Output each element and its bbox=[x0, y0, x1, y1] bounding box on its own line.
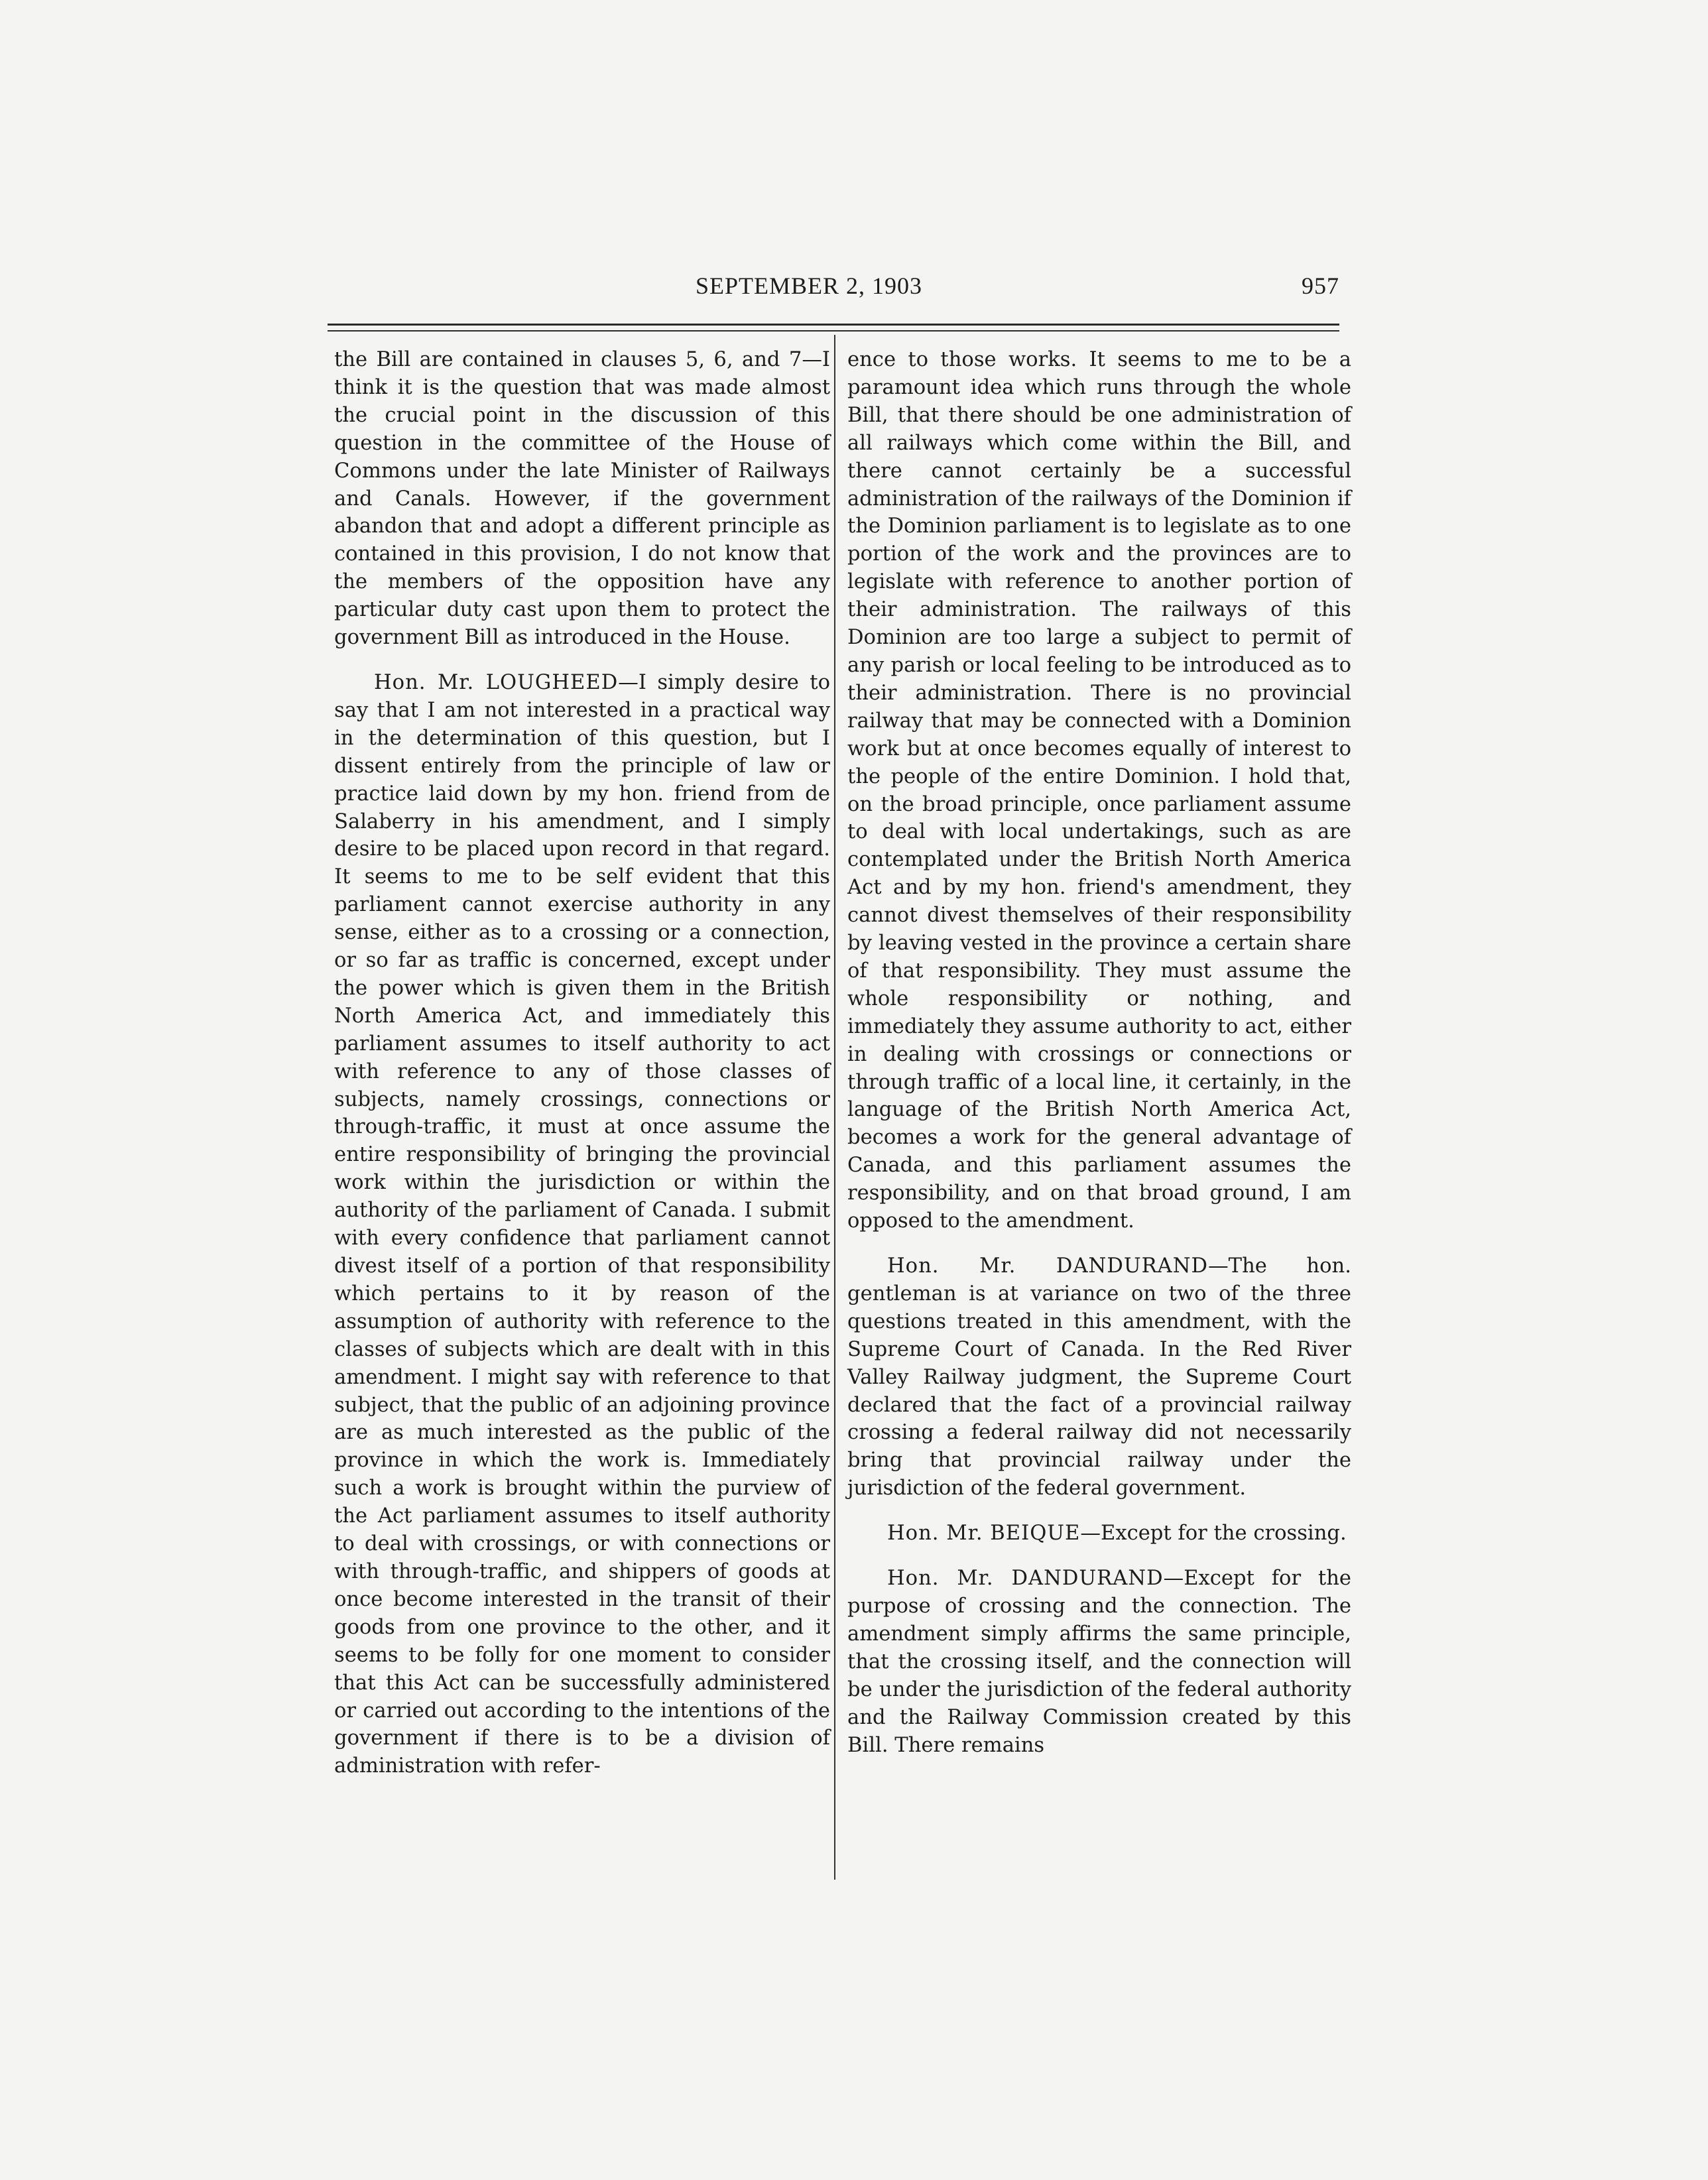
header-rule-top bbox=[328, 324, 1339, 326]
speaker-name: Hon. Mr. DANDURAND bbox=[887, 1567, 1164, 1591]
speaker-name: Hon. Mr. DANDURAND bbox=[887, 1254, 1209, 1278]
page-header bbox=[328, 268, 1339, 308]
right-paragraph-4 bbox=[847, 1565, 1351, 1759]
left-column bbox=[334, 346, 830, 1780]
column-divider bbox=[834, 335, 835, 1880]
right-paragraph-3 bbox=[847, 1520, 1351, 1547]
speaker-name: Hon. Mr. LOUGHEED bbox=[374, 670, 619, 694]
left-paragraph-2 bbox=[334, 669, 830, 1780]
speech-text: —Except for the purpose of crossing and the connection. The amendment simply affirms the same principle, that the crossing itself, and the connection will be under the jurisdiction of the federal authority and the Railway Commission created by this Bill. There remains bbox=[847, 1567, 1351, 1757]
speech-text: —Except for the crossing. bbox=[1080, 1522, 1347, 1545]
header-rule-bottom bbox=[328, 330, 1339, 332]
speech-text: —The hon. gentleman is at variance on two of the three questions treated in this amendment, with the Supreme Court of Canada. In the Red River Valley Railway judgment, the Supreme Court declared that the fact of a provincial railway crossing a federal railway did not necessarily bring that provincial railway under the jurisdiction of the federal government. bbox=[847, 1254, 1351, 1500]
right-paragraph-1: ence to those works. It seems to me to be a paramount idea which runs through the whole Bill, that there should be one administration of all railways which come within the Bill, and there cannot certainly be a successful administration of the railways of the Dominion if the Dominion parliament is to legislate as to one portion of the work and the provinces are to legislate with reference to another portion of their administration. The railways of this Dominion are too large a subject to permit of any parish or local feeling to be introduced as to their administration. There is no provincial railway that may be connected with a Dominion work but at once becomes equally of interest to the people of the entire Dominion. I hold that, on the broad principle, once parliament assume to deal with local undertakings, such as are contemplated under the British North America Act and by my hon. friend's amendment, they cannot divest themselves of their responsibility by leaving vested in the province a certain share of that responsibility. They must assume the whole responsibility or nothing, and immediately they assume authority to act, either in dealing with crossings or connections or through traffic of a local line, it certainly, in the language of the British North America Act, becomes a work for the general advantage of Canada, and this parliament assumes the responsibility, and on that broad ground, I am opposed to the amendment. bbox=[847, 348, 1351, 1233]
speaker-name: Hon. Mr. BEIQUE bbox=[887, 1522, 1081, 1545]
page-date: SEPTEMBER 2, 1903 bbox=[696, 272, 923, 299]
page-number: 957 bbox=[1302, 272, 1339, 299]
speech-text: —I simply desire to say that I am not interested in a practical way in the determination of this question, but I dissent entirely from the principle of law or practice laid down by my hon. friend from de Salaberry in his amendment, and I simply desire to be placed upon record in that regard. It seems to me to be self evident that this parliament cannot exercise authority in any sense, either as to a crossing or a connection, or so far as traffic is concerned, except under the power which is given them in the British North America Act, and immediately this parliament assumes to itself authority to act with reference to any of those classes of subjects, namely crossings, connections or through-traffic, it must at once assume the entire responsibility of bringing the provincial work within the jurisdiction or within the authority of the parliament of Canada. I submit with every confidence that parliament cannot divest itself of a portion of that responsibility which pertains to it by reason of the assumption of authority with reference to the classes of subjects which are dealt with in this amendment. I might say with reference to that subject, that the public of an adjoining province are as much interested as the public of the province in which the work is. Immediately such a work is brought within the purview of the Act parliament assumes to itself authority to deal with crossings, or with connections or with through-traffic, and shippers of goods at once become interested in the transit of their goods from one province to the other, and it seems to be folly for one moment to consider that this Act can be successfully administered or carried out according to the intentions of the government if there is to be a division of administration with refer- bbox=[334, 670, 830, 1778]
right-paragraph-2 bbox=[847, 1252, 1351, 1502]
right-column bbox=[847, 346, 1351, 1759]
left-paragraph-1: the Bill are contained in clauses 5, 6, and 7—I think it is the question that was made almost the crucial point in the discussion of this question in the committee of the House of Commons under the late Minister of Railways and Canals. However, if the government abandon that and adopt a different principle as contained in this provision, I do not know that the members of the opposition have any particular duty cast upon them to protect the government Bill as introduced in the House. bbox=[334, 348, 830, 650]
